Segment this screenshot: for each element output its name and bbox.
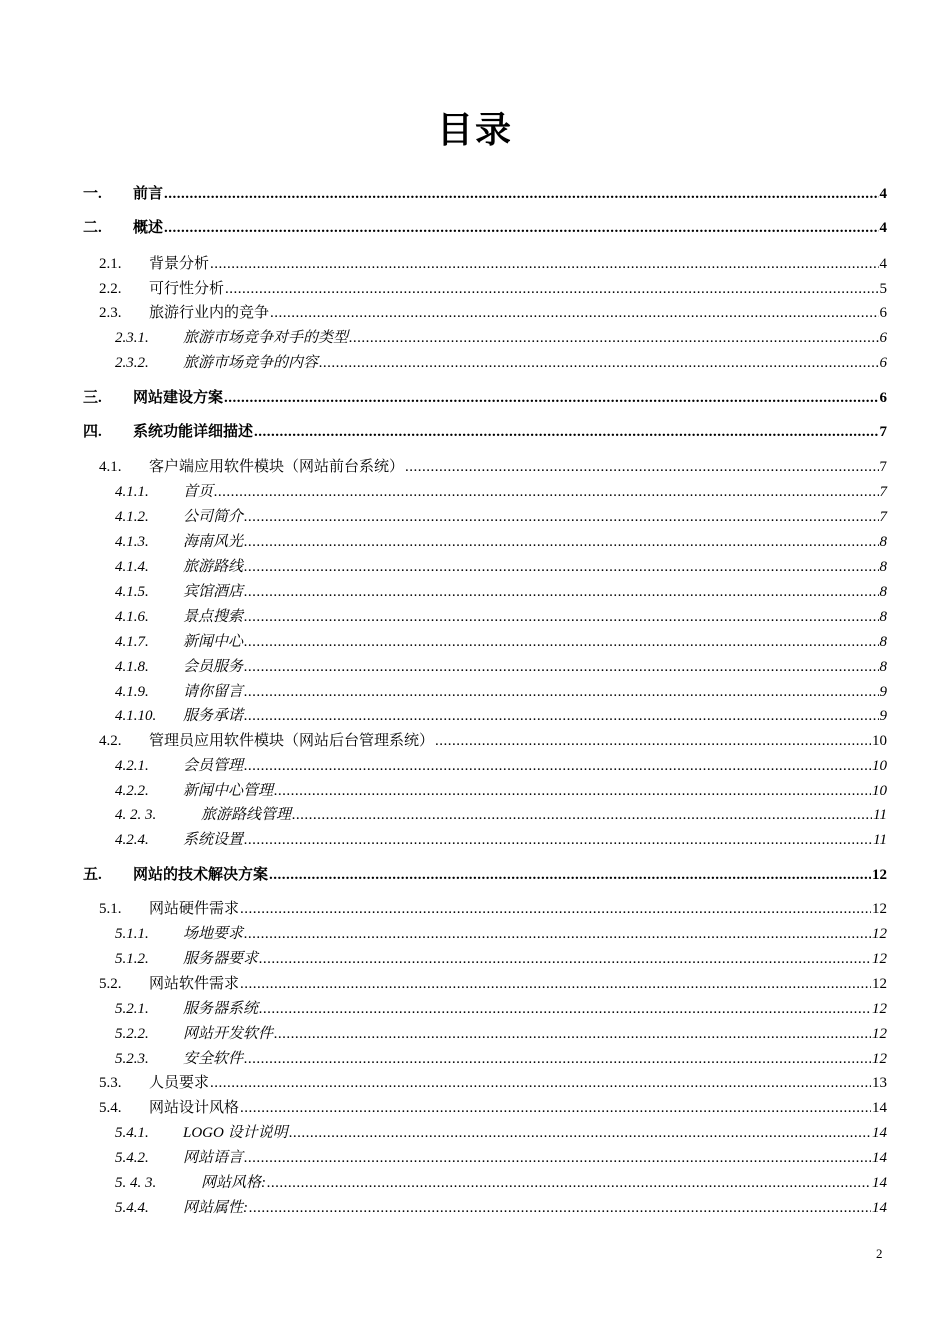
toc-entry-page: 10	[872, 733, 887, 749]
toc-entry-page: 7	[879, 424, 887, 440]
toc-entry-number: 4.2.4.	[115, 832, 149, 848]
toc-entry-label: 会员管理	[183, 758, 244, 774]
toc-entry[interactable]	[0, 997, 950, 1021]
toc-entry-label: 新闻中心管理	[183, 783, 274, 799]
toc-entry[interactable]	[0, 351, 950, 375]
toc-entry-page: 6	[879, 390, 887, 406]
toc-entry-number: 4.2.2.	[115, 783, 149, 799]
toc-entry-label: 会员服务	[183, 659, 244, 675]
toc-entry[interactable]	[0, 729, 950, 753]
toc-entry[interactable]	[0, 972, 950, 996]
toc-entry[interactable]	[0, 555, 950, 579]
toc-leader-dots	[210, 1071, 871, 1095]
toc-entry-page: 4	[879, 256, 887, 272]
toc-entry-label: 服务承诺	[183, 708, 244, 724]
toc-entry-page: 10	[872, 758, 887, 774]
toc-entry-page: 8	[879, 584, 887, 600]
toc-entry-number: 2.3.2.	[115, 355, 149, 371]
toc-entry-page: 11	[873, 807, 887, 823]
toc-entry-number: 5.2.2.	[115, 1026, 149, 1042]
toc-entry[interactable]	[0, 1196, 950, 1220]
page-number: 2	[876, 1246, 883, 1261]
toc-leader-dots	[259, 947, 871, 971]
toc-entry-number: 4.1.7.	[115, 634, 149, 650]
toc-entry-label: 网站的技术解决方案	[133, 867, 269, 883]
toc-entry[interactable]	[0, 680, 950, 704]
toc-entry-number: 4.1.6.	[115, 609, 149, 625]
toc-entry-label: 旅游市场竞争对手的类型	[183, 330, 349, 346]
toc-entry-page: 4	[879, 186, 887, 202]
toc-leader-dots	[435, 729, 871, 753]
toc-entry-label: 网站风格:	[201, 1175, 266, 1191]
toc-entry-page: 14	[872, 1175, 887, 1191]
toc-entry[interactable]	[0, 1071, 950, 1095]
toc-entry-page: 6	[879, 305, 887, 321]
toc-entry[interactable]	[0, 1047, 950, 1071]
toc-leader-dots	[244, 505, 879, 529]
toc-entry-label: 概述	[133, 220, 164, 236]
toc-entry-page: 10	[872, 783, 887, 799]
toc-entry[interactable]	[0, 1096, 950, 1120]
toc-entry-number: 五.	[83, 867, 102, 883]
toc-leader-dots	[164, 182, 879, 206]
toc-entry-label: 服务器系统	[183, 1001, 259, 1017]
toc-entry[interactable]	[0, 580, 950, 604]
toc-entry-number: 5.4.	[99, 1100, 122, 1116]
toc-entry-label: 背景分析	[149, 256, 210, 272]
toc-leader-dots	[214, 480, 879, 504]
toc-entry-number: 四.	[83, 424, 102, 440]
toc-entry-number: 2.1.	[99, 256, 122, 272]
toc-entry-page: 7	[879, 509, 887, 525]
toc-entry-number: 4.1.4.	[115, 559, 149, 575]
toc-entry-page: 12	[872, 926, 887, 942]
toc-entry-page: 6	[879, 330, 887, 346]
toc-leader-dots	[254, 420, 879, 444]
toc-entry-label: 旅游市场竞争的内容	[183, 355, 319, 371]
toc-leader-dots	[244, 555, 879, 579]
toc-entry-page: 13	[872, 1075, 887, 1091]
toc-entry-number: 4.1.1.	[115, 484, 149, 500]
toc-entry-label: 场地要求	[183, 926, 244, 942]
toc-entry[interactable]	[0, 630, 950, 654]
toc-leader-dots	[244, 704, 879, 728]
toc-entry-number: 4.1.8.	[115, 659, 149, 675]
toc-leader-dots	[274, 1022, 871, 1046]
toc-entry-label: 网站硬件需求	[149, 901, 240, 917]
toc-entry-number: 5.4.4.	[115, 1200, 149, 1216]
toc-entry-label: 公司简介	[183, 509, 244, 525]
toc-entry-label: 请你留言	[183, 684, 244, 700]
toc-entry[interactable]	[0, 1121, 950, 1145]
toc-entry[interactable]	[0, 922, 950, 946]
toc-leader-dots	[244, 922, 871, 946]
toc-entry[interactable]	[0, 216, 950, 240]
toc-entry-number: 2.3.	[99, 305, 122, 321]
toc-leader-dots	[244, 630, 879, 654]
toc-leader-dots	[240, 1096, 871, 1120]
toc-entry-label: 系统功能详细描述	[133, 424, 254, 440]
toc-leader-dots	[240, 897, 871, 921]
toc-entry-page: 5	[879, 281, 887, 297]
toc-entry-label: 安全软件	[183, 1051, 244, 1067]
toc-entry-label: 网站语言	[183, 1150, 244, 1166]
toc-entry[interactable]	[0, 704, 950, 728]
toc-entry[interactable]	[0, 605, 950, 629]
toc-entry-page: 7	[879, 459, 887, 475]
toc-leader-dots	[319, 351, 879, 375]
toc-entry-label: 旅游路线	[183, 559, 244, 575]
toc-entry[interactable]	[0, 252, 950, 276]
toc-entry-number: 一.	[83, 186, 102, 202]
toc-entry[interactable]	[0, 947, 950, 971]
toc-entry-label: 客户端应用软件模块（网站前台系统）	[149, 459, 405, 475]
toc-entry-page: 12	[872, 1001, 887, 1017]
toc-entry[interactable]	[0, 655, 950, 679]
toc-entry-label: 网站设计风格	[149, 1100, 240, 1116]
toc-entry[interactable]	[0, 1146, 950, 1170]
toc-entry-page: 14	[872, 1200, 887, 1216]
toc-leader-dots	[274, 779, 871, 803]
toc-entry-label: 管理员应用软件模块（网站后台管理系统）	[149, 733, 435, 749]
toc-entry-page: 9	[879, 708, 887, 724]
toc-entry-number: 4.2.	[99, 733, 122, 749]
toc-leader-dots	[244, 1047, 871, 1071]
toc-entry-number: 三.	[83, 390, 102, 406]
toc-entry[interactable]	[0, 530, 950, 554]
toc-entry[interactable]	[0, 863, 950, 887]
toc-entry-page: 8	[879, 634, 887, 650]
toc-entry-page: 12	[872, 867, 887, 883]
toc-entry-page: 12	[872, 976, 887, 992]
toc-leader-dots	[270, 301, 879, 325]
toc-entry-page: 14	[872, 1125, 887, 1141]
toc-entry-number: 4.1.9.	[115, 684, 149, 700]
toc-entry[interactable]	[0, 779, 950, 803]
toc-entry-number: 5.2.	[99, 976, 122, 992]
toc-entry-label: 可行性分析	[149, 281, 225, 297]
toc-entry[interactable]	[0, 182, 950, 206]
toc-entry[interactable]	[0, 803, 950, 827]
toc-entry[interactable]	[0, 754, 950, 778]
toc-entry-label: 旅游行业内的竞争	[149, 305, 270, 321]
toc-entry-page: 8	[879, 659, 887, 675]
toc-leader-dots	[244, 580, 879, 604]
toc-entry-label: 人员要求	[149, 1075, 210, 1091]
toc-entry-number: 5. 4. 3.	[115, 1175, 157, 1191]
toc-entry-page: 7	[879, 484, 887, 500]
toc-entry[interactable]	[0, 505, 950, 529]
toc-entry-page: 12	[872, 951, 887, 967]
toc-leader-dots	[225, 277, 879, 301]
toc-entry-page: 14	[872, 1150, 887, 1166]
toc-entry-label: 网站建设方案	[133, 390, 224, 406]
toc-entry[interactable]	[0, 1022, 950, 1046]
toc-entry-label: LOGO 设计说明	[183, 1125, 288, 1141]
toc-leader-dots	[244, 530, 879, 554]
toc-entry-label: 系统设置	[183, 832, 244, 848]
toc-entry-label: 旅游路线管理	[201, 807, 292, 823]
toc-entry[interactable]	[0, 301, 950, 325]
toc-entry-number: 5.1.1.	[115, 926, 149, 942]
toc-entry-page: 8	[879, 609, 887, 625]
toc-entry-number: 4.1.3.	[115, 534, 149, 550]
toc-entry-number: 4.1.	[99, 459, 122, 475]
toc-leader-dots	[244, 605, 879, 629]
toc-entry-label: 网站属性:	[183, 1200, 248, 1216]
toc-entry-page: 14	[872, 1100, 887, 1116]
toc-entry-label: 网站软件需求	[149, 976, 240, 992]
toc-entry-number: 2.3.1.	[115, 330, 149, 346]
toc-entry-number: 2.2.	[99, 281, 122, 297]
toc-entry-label: 首页	[183, 484, 214, 500]
toc-entry[interactable]	[0, 455, 950, 479]
toc-leader-dots	[289, 1121, 871, 1145]
toc-entry-page: 4	[879, 220, 887, 236]
toc-entry-number: 4. 2. 3.	[115, 807, 157, 823]
toc-leader-dots	[244, 828, 872, 852]
toc-leader-dots	[292, 803, 872, 827]
toc-entry-number: 4.1.5.	[115, 584, 149, 600]
toc-entry[interactable]	[0, 828, 950, 852]
toc-entry-number: 5.3.	[99, 1075, 122, 1091]
toc-leader-dots	[244, 1146, 871, 1170]
toc-entry-number: 5.2.3.	[115, 1051, 149, 1067]
toc-entry-number: 4.1.2.	[115, 509, 149, 525]
toc-entry-number: 4.1.10.	[115, 708, 157, 724]
toc-leader-dots	[244, 754, 871, 778]
toc-leader-dots	[164, 216, 879, 240]
toc-entry-number: 5.2.1.	[115, 1001, 149, 1017]
toc-entry[interactable]	[0, 420, 950, 444]
toc-entry-page: 11	[873, 832, 887, 848]
toc-entry-page: 8	[879, 559, 887, 575]
toc-entry-page: 12	[872, 901, 887, 917]
toc-leader-dots	[259, 997, 871, 1021]
toc-entry-label: 新闻中心	[183, 634, 244, 650]
toc-leader-dots	[269, 863, 871, 887]
toc-leader-dots	[224, 386, 879, 410]
toc-entry-page: 6	[879, 355, 887, 371]
toc-entry-page: 8	[879, 534, 887, 550]
toc-entry-page: 9	[879, 684, 887, 700]
toc-leader-dots	[244, 680, 879, 704]
toc-leader-dots	[267, 1171, 871, 1195]
toc-entry[interactable]	[0, 1171, 950, 1195]
toc-leader-dots	[405, 455, 879, 479]
toc-entry-number: 5.4.2.	[115, 1150, 149, 1166]
page-title: 目录	[436, 110, 513, 151]
toc-leader-dots	[349, 326, 879, 350]
toc-entry-number: 4.2.1.	[115, 758, 149, 774]
toc-entry[interactable]	[0, 480, 950, 504]
toc-leader-dots	[240, 972, 871, 996]
toc-entry-label: 服务器要求	[183, 951, 259, 967]
toc-entry[interactable]	[0, 386, 950, 410]
toc-leader-dots	[210, 252, 879, 276]
toc-entry[interactable]	[0, 326, 950, 350]
toc-entry-label: 宾馆酒店	[183, 584, 244, 600]
toc-leader-dots	[249, 1196, 871, 1220]
toc-entry-number: 5.4.1.	[115, 1125, 149, 1141]
toc-entry-number: 5.1.2.	[115, 951, 149, 967]
toc-entry-page: 12	[872, 1026, 887, 1042]
toc-entry-label: 景点搜索	[183, 609, 244, 625]
toc-entry-label: 前言	[133, 186, 164, 202]
toc-entry-label: 海南风光	[183, 534, 244, 550]
toc-entry-page: 12	[872, 1051, 887, 1067]
toc-entry-label: 网站开发软件	[183, 1026, 274, 1042]
toc-entry[interactable]	[0, 897, 950, 921]
toc-entry-number: 二.	[83, 220, 102, 236]
toc-entry[interactable]	[0, 277, 950, 301]
toc-entry-number: 5.1.	[99, 901, 122, 917]
toc-leader-dots	[244, 655, 879, 679]
